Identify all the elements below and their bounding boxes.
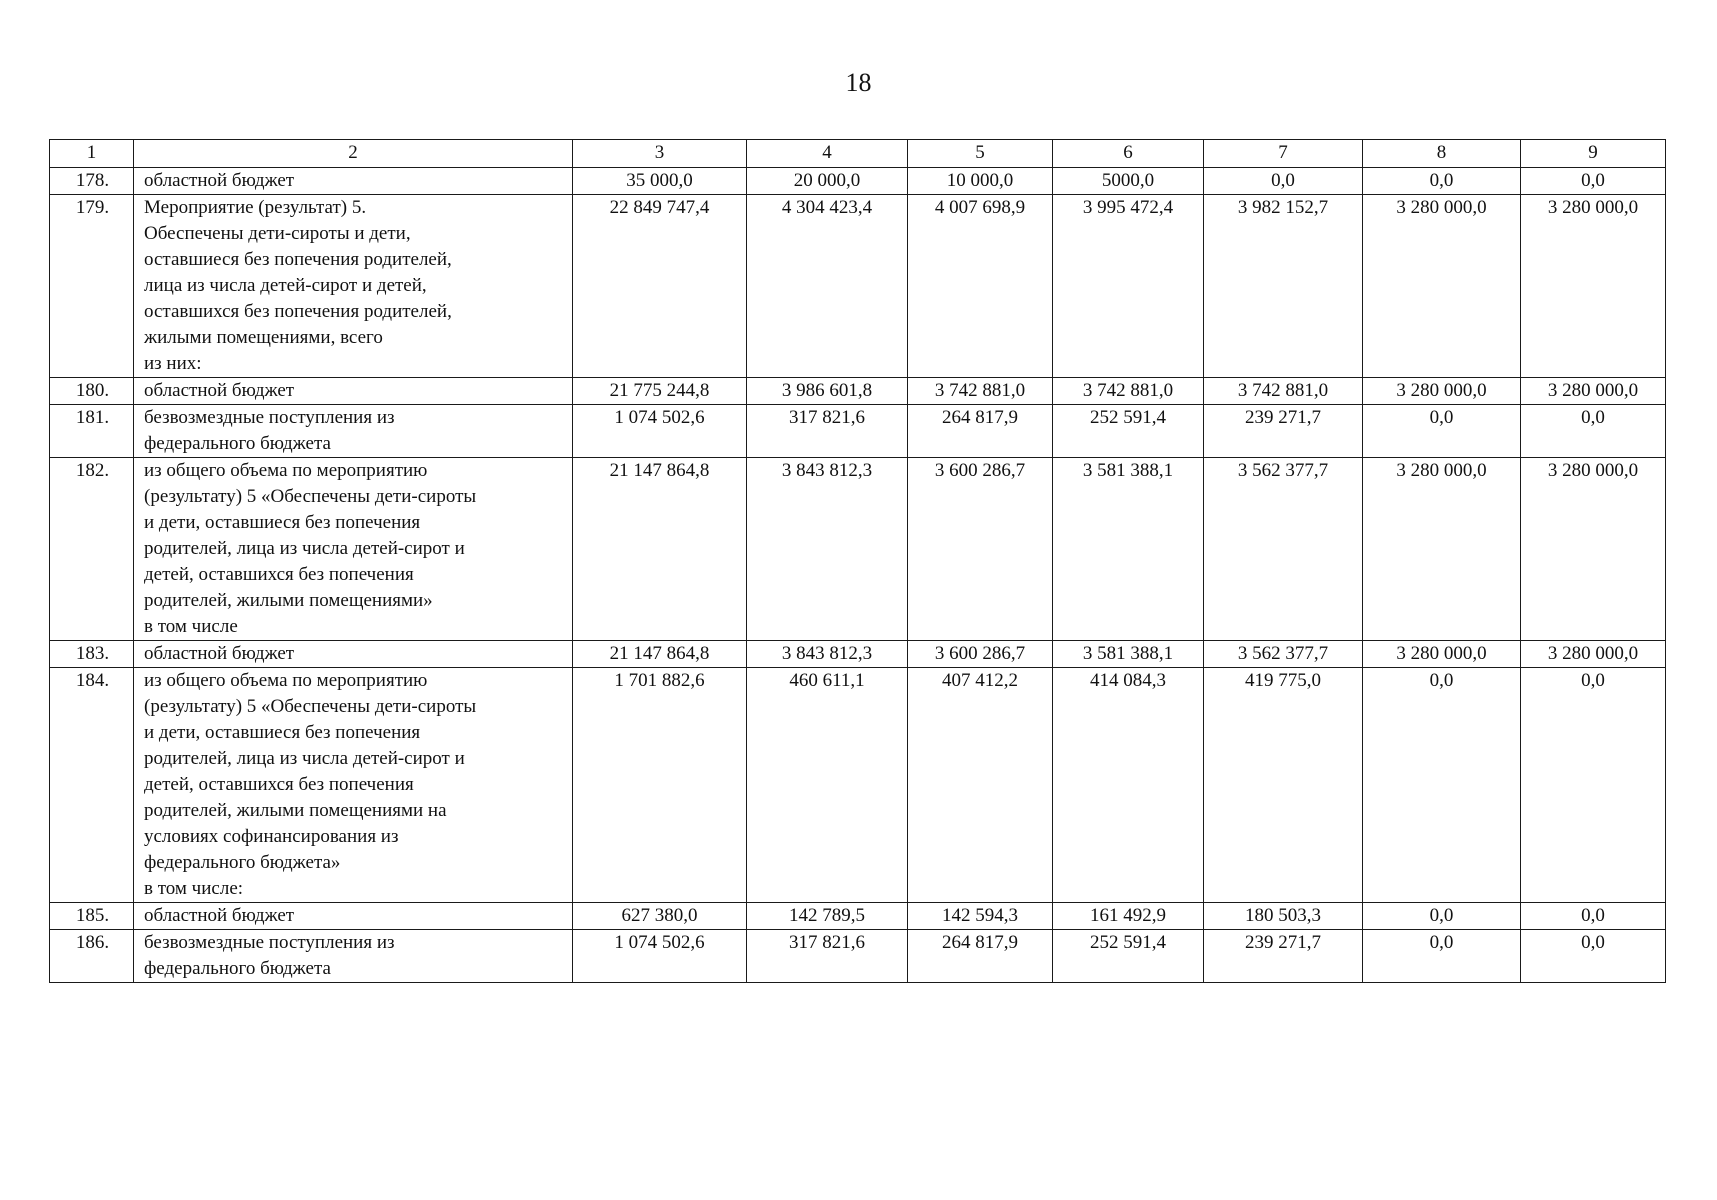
- table-header: [50, 140, 1666, 168]
- table-row: [50, 930, 1666, 983]
- row-number: 183.: [50, 641, 134, 668]
- column-header-8: 8: [1363, 140, 1521, 168]
- value-cell-col-6: 3 995 472,4: [1053, 195, 1204, 378]
- value-cell-col-6: 252 591,4: [1053, 930, 1204, 983]
- value-cell-col-8: 0,0: [1363, 668, 1521, 903]
- value-cell-col-9: 3 280 000,0: [1521, 458, 1666, 641]
- value-cell-col-7: 3 742 881,0: [1204, 378, 1363, 405]
- value-cell-col-9: 0,0: [1521, 903, 1666, 930]
- page-number: 18: [845, 68, 872, 97]
- value-cell-col-4: 317 821,6: [747, 930, 908, 983]
- value-cell-col-3: 21 147 864,8: [573, 641, 747, 668]
- value-cell-col-3: 1 074 502,6: [573, 930, 747, 983]
- table-row: [50, 405, 1666, 458]
- value-cell-col-9: 3 280 000,0: [1521, 195, 1666, 378]
- value-cell-col-9: 0,0: [1521, 168, 1666, 195]
- value-cell-col-5: 264 817,9: [908, 930, 1053, 983]
- column-header-4: 4: [747, 140, 908, 168]
- value-cell-col-4: 4 304 423,4: [747, 195, 908, 378]
- column-header-7: 7: [1204, 140, 1363, 168]
- value-cell-col-3: 1 701 882,6: [573, 668, 747, 903]
- value-cell-col-3: 21 147 864,8: [573, 458, 747, 641]
- column-header-5: 5: [908, 140, 1053, 168]
- row-description: из общего объема по мероприятию (результату) 5 «Обеспечены дети-сироты и дети, оставшиеся без попечения родителей, лица из числа детей-сирот и детей, оставшихся без попечения родителей, жилыми помещениями на условиях софинансирования из федерального бюджета» в том числе:: [134, 668, 573, 903]
- value-cell-col-7: 239 271,7: [1204, 405, 1363, 458]
- value-cell-col-5: 142 594,3: [908, 903, 1053, 930]
- value-cell-col-8: 0,0: [1363, 903, 1521, 930]
- row-number: 182.: [50, 458, 134, 641]
- row-description: безвозмездные поступления из федерального бюджета: [134, 930, 573, 983]
- value-cell-col-7: 3 562 377,7: [1204, 458, 1363, 641]
- value-cell-col-5: 3 600 286,7: [908, 458, 1053, 641]
- row-number: 179.: [50, 195, 134, 378]
- value-cell-col-6: 3 581 388,1: [1053, 641, 1204, 668]
- value-cell-col-8: 3 280 000,0: [1363, 195, 1521, 378]
- value-cell-col-3: 22 849 747,4: [573, 195, 747, 378]
- header-row: [50, 140, 1666, 168]
- row-number: 181.: [50, 405, 134, 458]
- table-row: [50, 903, 1666, 930]
- budget-table: [49, 139, 1666, 983]
- table-row: [50, 458, 1666, 641]
- table-row: [50, 195, 1666, 378]
- value-cell-col-8: 0,0: [1363, 405, 1521, 458]
- column-header-9: 9: [1521, 140, 1666, 168]
- row-number: 180.: [50, 378, 134, 405]
- row-description: из общего объема по мероприятию (результату) 5 «Обеспечены дети-сироты и дети, оставшиеся без попечения родителей, лица из числа детей-сирот и детей, оставшихся без попечения родителей, жилыми помещениями» в том числе: [134, 458, 573, 641]
- value-cell-col-9: 0,0: [1521, 405, 1666, 458]
- value-cell-col-6: 161 492,9: [1053, 903, 1204, 930]
- value-cell-col-3: 21 775 244,8: [573, 378, 747, 405]
- table-row: [50, 668, 1666, 903]
- row-number: 178.: [50, 168, 134, 195]
- value-cell-col-4: 3 843 812,3: [747, 641, 908, 668]
- value-cell-col-7: 3 982 152,7: [1204, 195, 1363, 378]
- value-cell-col-9: 0,0: [1521, 930, 1666, 983]
- value-cell-col-5: 407 412,2: [908, 668, 1053, 903]
- value-cell-col-7: 239 271,7: [1204, 930, 1363, 983]
- value-cell-col-6: 414 084,3: [1053, 668, 1204, 903]
- value-cell-col-8: 3 280 000,0: [1363, 458, 1521, 641]
- column-header-6: 6: [1053, 140, 1204, 168]
- value-cell-col-6: 3 581 388,1: [1053, 458, 1204, 641]
- value-cell-col-9: 3 280 000,0: [1521, 641, 1666, 668]
- value-cell-col-5: 4 007 698,9: [908, 195, 1053, 378]
- value-cell-col-7: 0,0: [1204, 168, 1363, 195]
- value-cell-col-6: 5000,0: [1053, 168, 1204, 195]
- value-cell-col-6: 252 591,4: [1053, 405, 1204, 458]
- table-row: [50, 641, 1666, 668]
- row-description: областной бюджет: [134, 903, 573, 930]
- row-description: безвозмездные поступления из федерального бюджета: [134, 405, 573, 458]
- value-cell-col-5: 264 817,9: [908, 405, 1053, 458]
- value-cell-col-7: 3 562 377,7: [1204, 641, 1363, 668]
- value-cell-col-8: 3 280 000,0: [1363, 641, 1521, 668]
- row-description: областной бюджет: [134, 168, 573, 195]
- table-row: [50, 378, 1666, 405]
- value-cell-col-5: 3 600 286,7: [908, 641, 1053, 668]
- value-cell-col-8: 0,0: [1363, 930, 1521, 983]
- value-cell-col-4: 3 843 812,3: [747, 458, 908, 641]
- row-description: областной бюджет: [134, 641, 573, 668]
- row-number: 184.: [50, 668, 134, 903]
- row-number: 186.: [50, 930, 134, 983]
- row-description: областной бюджет: [134, 378, 573, 405]
- value-cell-col-4: 317 821,6: [747, 405, 908, 458]
- value-cell-col-4: 142 789,5: [747, 903, 908, 930]
- column-header-3: 3: [573, 140, 747, 168]
- value-cell-col-7: 180 503,3: [1204, 903, 1363, 930]
- value-cell-col-3: 627 380,0: [573, 903, 747, 930]
- value-cell-col-4: 20 000,0: [747, 168, 908, 195]
- column-header-1: 1: [50, 140, 134, 168]
- value-cell-col-5: 3 742 881,0: [908, 378, 1053, 405]
- value-cell-col-5: 10 000,0: [908, 168, 1053, 195]
- table-row: [50, 168, 1666, 195]
- value-cell-col-4: 460 611,1: [747, 668, 908, 903]
- value-cell-col-3: 35 000,0: [573, 168, 747, 195]
- value-cell-col-8: 3 280 000,0: [1363, 378, 1521, 405]
- value-cell-col-4: 3 986 601,8: [747, 378, 908, 405]
- column-header-2: 2: [134, 140, 573, 168]
- value-cell-col-3: 1 074 502,6: [573, 405, 747, 458]
- value-cell-col-8: 0,0: [1363, 168, 1521, 195]
- row-description: Мероприятие (результат) 5. Обеспечены дети-сироты и дети, оставшиеся без попечения родителей, лица из числа детей-сирот и детей, оставшихся без попечения родителей, жилыми помещениями, всего из них:: [134, 195, 573, 378]
- value-cell-col-9: 3 280 000,0: [1521, 378, 1666, 405]
- table-body: [50, 168, 1666, 983]
- value-cell-col-7: 419 775,0: [1204, 668, 1363, 903]
- value-cell-col-6: 3 742 881,0: [1053, 378, 1204, 405]
- row-number: 185.: [50, 903, 134, 930]
- value-cell-col-9: 0,0: [1521, 668, 1666, 903]
